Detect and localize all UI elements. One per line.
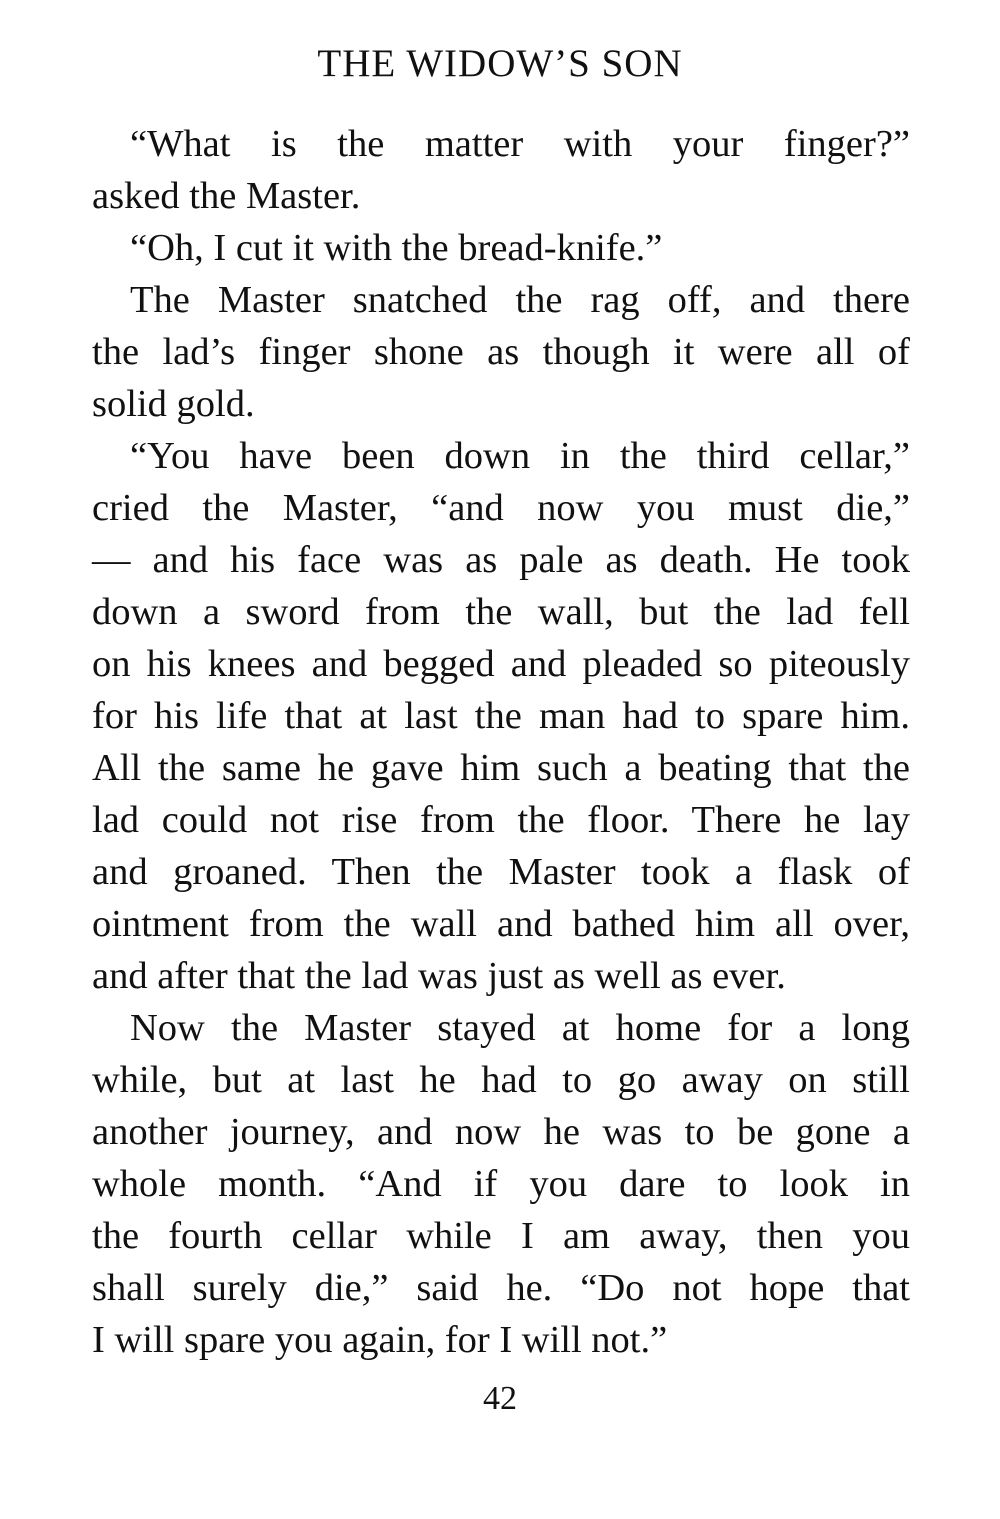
text-line: whole month. “And if you dare to look in	[92, 1163, 910, 1205]
text-line: ointment from the wall and bathed him all over,	[92, 903, 910, 945]
text-line: “What is the matter with your finger?”	[130, 123, 910, 165]
text-line: for his life that at last the man had to spare him.	[92, 695, 910, 737]
text-line: and groaned. Then the Master took a flask of	[92, 851, 910, 893]
text-line: while, but at last he had to go away on still	[92, 1059, 910, 1101]
text-line: on his knees and begged and pleaded so piteously	[92, 643, 910, 685]
text-line: shall surely die,” said he. “Do not hope that	[92, 1267, 910, 1309]
text-line: “Oh, I cut it with the bread-knife.”	[130, 227, 663, 269]
paragraph-2	[92, 222, 910, 274]
text-line: and after that the lad was just as well as ever.	[92, 955, 786, 997]
running-head: THE WIDOW’S SON	[317, 42, 683, 85]
text-line: lad could not rise from the floor. There he lay	[92, 799, 910, 841]
paragraph-4	[92, 430, 910, 1002]
text-line: I will spare you again, for I will not.”	[92, 1319, 668, 1361]
text-line: “You have been down in the third cellar,”	[130, 435, 910, 477]
text-line: asked the Master.	[92, 175, 361, 217]
text-line: — and his face was as pale as death. He took	[92, 539, 910, 581]
paragraph-3	[92, 274, 910, 430]
body-text	[92, 118, 910, 1366]
text-line: another journey, and now he was to be gone a	[92, 1111, 910, 1153]
text-line: All the same he gave him such a beating that the	[92, 747, 910, 789]
text-line: down a sword from the wall, but the lad fell	[92, 591, 910, 633]
page-number: 42	[483, 1380, 517, 1417]
text-line: the fourth cellar while I am away, then you	[92, 1215, 910, 1257]
paragraph-5	[92, 1002, 910, 1366]
text-line: cried the Master, “and now you must die,”	[92, 487, 910, 529]
paragraph-1	[92, 118, 910, 222]
text-line: Now the Master stayed at home for a long	[130, 1007, 910, 1049]
text-line: the lad’s finger shone as though it were all of	[92, 331, 910, 373]
text-line: solid gold.	[92, 383, 255, 425]
text-line: The Master snatched the rag off, and there	[130, 279, 910, 321]
